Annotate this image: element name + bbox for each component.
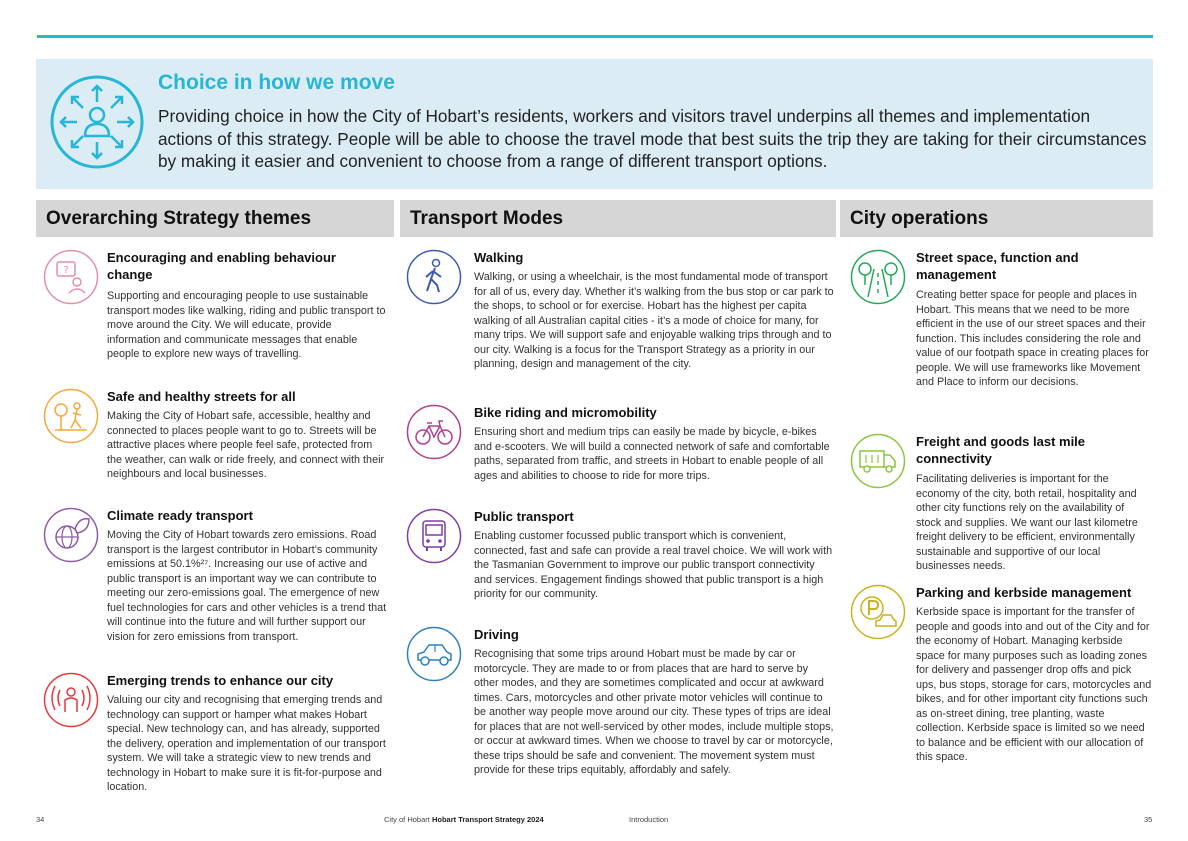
item-title: Driving: [474, 627, 519, 642]
item-text: Valuing our city and recognising that emerging trends and technology can support or hamper what makes Hobart special. New technology can, and has already, supported the delivery, operation and implementation of our transport system. We will take a strategic view to new trends and technology in Hobart to make sure it is fit-for-purpose and location.: [107, 694, 386, 793]
page-number-left: 34: [36, 815, 45, 824]
person-arrows-icon: [49, 74, 145, 170]
item-title: Public transport: [474, 509, 574, 524]
item-title: Parking and kerbside management: [916, 585, 1132, 600]
item-title: Safe and healthy streets for all: [107, 389, 296, 404]
item-text: Ensuring short and medium trips can easily be made by bicycle, e-bikes and e-scooters. We will build a connected network of safe and comfortable paths, separated from traffic, and streets in Hobart to enable people of all ages and abilities to choose to ride for more trips.: [474, 426, 830, 482]
svg-text:?: ?: [63, 265, 69, 276]
item-text: Creating better space for people and places in Hobart. This means that we need to be more efficient in the use of our street spaces and their function. This includes considering the role and value of our footpath space in creating places for people. We will use frameworks like Movement and Place to inform our decisions.: [916, 289, 1149, 388]
car-icon: [406, 626, 462, 682]
item-title: Bike riding and micromobility: [474, 405, 657, 420]
footer-doc-title: [384, 815, 544, 824]
item-text: Recognising that some trips around Hobart must be made by car or motorcycle. They are made to or from places that are hard to serve by other modes, and they are sometimes complicated and occur at awkward times. Cars, motorcycles and other private motor vehicles will continue to be another way people move around our city. These types of trips are ideal for places that are not well-serviced by other modes, include multiple stops, or occur at awkward times. When we choose to travel by car or motorcycle, these trips should be safe and convenient. The movement system must provide for these trips equitably, affordably and safely.: [474, 648, 834, 776]
item-text: Facilitating deliveries is important for the economy of the city, both retail, hospitality and other city functions rely on the availability of stock and supplies. We want our last kilometre freight delivery to be efficient, environmentally sustainable and supportive of our local businesses needs.: [916, 473, 1138, 572]
item-text: Moving the City of Hobart towards zero emissions. Road transport is the largest contributor in Hobart’s community emissions at 50.1%²⁷. Increasing our use of active and public transport is an important way we can contribute to meeting our zero-emissions goal. The emergence of new fuel technologies for cars and other vehicles is a trend that will continue into the future and will further support our vision for zero emissions from transport.: [107, 529, 387, 643]
themes-column-heading: Overarching Strategy themes: [36, 200, 394, 237]
bicycle-icon: [406, 404, 462, 460]
walking-icon: [406, 249, 462, 305]
modes-column-heading: Transport Modes: [400, 200, 836, 237]
item-title: Encouraging and enabling behaviour change: [107, 250, 336, 282]
banner-body: Providing choice in how the City of Hobart’s residents, workers and visitors travel underpins all themes and implementation actions of this strategy. People will be able to choose the travel mode that best suits the trip they are taking for their circumstances by making it easier and convenient to choose from a range of different transport options.: [158, 106, 1147, 171]
item-text: Supporting and encouraging people to use sustainable transport modes like walking, riding and public transport to move around the City. We will educate, provide information and communicate messages that enable people to explore new ways of travelling.: [107, 290, 386, 360]
item-title: Walking: [474, 250, 524, 265]
signal-person-icon: [43, 672, 99, 728]
footer-org: City of Hobart: [384, 815, 430, 824]
item-text: Enabling customer focussed public transport which is convenient, connected, fast and safe can provide a real travel choice. We will work with the Tasmanian Government to improve our public transport connectivity and services. Engagement findings showed that public transport is a high priority for our community.: [474, 530, 833, 600]
ops-column-heading: City operations: [840, 200, 1153, 237]
footer-section: Introduction: [629, 815, 669, 824]
item-title: Street space, function and management: [916, 250, 1079, 282]
item-title: Emerging trends to enhance our city: [107, 673, 334, 688]
top-rule: [37, 35, 1153, 38]
delivery-truck-icon: [850, 433, 906, 489]
tree-street-icon: [850, 249, 906, 305]
item-title: Climate ready transport: [107, 508, 253, 523]
choice-banner: [36, 59, 1153, 189]
item-title: Freight and goods last mile connectivity: [916, 434, 1086, 466]
item-text: Kerbside space is important for the transfer of people and goods into and out of the City and for the economy of Hobart. Managing kerbside space for many purposes such as loading zones for delivery and passenger drop offs and pick ups, bus stops, storage for cars, motorcycles and bikes, and for other important city functions such as on-street dining, tree planting, waste collection. Kerbside space is limited so we need to balance and be efficient with our allocation of this space.: [916, 606, 1152, 763]
bus-icon: [406, 508, 462, 564]
item-text: Walking, or using a wheelchair, is the most fundamental mode of transport for all of us, every day. Whether it’s walking from the bus stop or car park to the shops, to school or for exercise. Hobart has the highest per capita walking of all Australian capital cities - it’s a mode of choice for many, for many trips. We will support safe and enjoyable walking trips through and to our city. Walking is a focus for the Transport Strategy as a priority in our planning, design and management of the city.: [474, 271, 834, 370]
banner-title: Choice in how we move: [158, 71, 395, 94]
behaviour-change-icon: [43, 249, 99, 305]
footer-strategy: Hobart Transport Strategy 2024: [431, 815, 544, 824]
page-number-right: 35: [1144, 815, 1153, 824]
parking-car-icon: [850, 584, 906, 640]
globe-leaf-icon: [43, 507, 99, 563]
item-text: Making the City of Hobart safe, accessible, healthy and connected to places people want to go to. Streets will be attractive places where people feel safe, protected from the weather, can walk or ride freely, and connect with their neighbours and local businesses.: [107, 410, 385, 480]
healthy-streets-icon: [43, 388, 99, 444]
